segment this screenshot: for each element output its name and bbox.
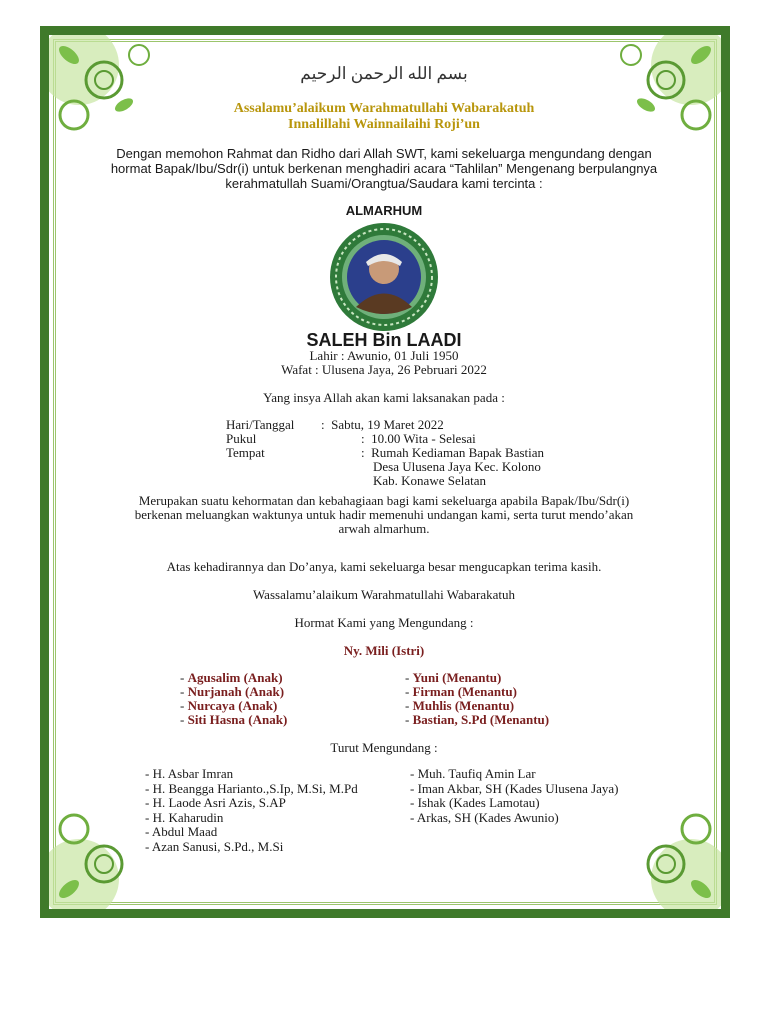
list-dash: - [410,780,418,796]
intro-paragraph [0,146,768,191]
turut-title: Turut Mengundang : [330,740,438,755]
turut-member-text: H. Asbar Imran [152,766,234,781]
family-member [405,671,549,685]
turut-member-text: Ishak (Kades Lamotau) [417,795,540,810]
intro-line: kerahmatullah Suami/Orangtua/Saudara kami tercinta : [225,176,543,191]
family-inlaws-list [405,671,549,727]
list-dash: - [180,698,188,713]
deceased-photo [318,222,450,332]
innalillahi-text: Innalillahi Wainnailaihi Roji’un [288,117,480,132]
turut-member-text: H. Kaharudin [152,809,224,825]
turut-member-text: H. Laode Asri Azis, S.AP [152,795,286,810]
family-member-text: Nurcaya (Anak) [187,698,278,713]
event-place-line: Desa Ulusena Jaya Kec. Kolono [373,459,541,474]
family-member [180,685,287,699]
list-dash: - [180,712,188,727]
hormat-text: Hormat Kami yang Mengundang : [294,615,474,630]
list-dash: - [145,766,153,781]
list-dash: - [145,809,153,825]
closing-line: berkenan meluangkan waktunya untuk hadir memenuhi undangan kami, serta turut mendo’akan [134,507,634,522]
list-dash: - [180,670,188,685]
closing-paragraph [0,494,768,536]
list-dash: - [180,684,188,699]
turut-member [145,811,358,826]
family-member-text: Muhlis (Menantu) [412,698,515,713]
event-details [226,418,544,488]
event-time-value: : 10.00 Wita - Selesai [361,431,476,446]
event-place-row [226,446,544,460]
death-info: Wafat : Ulusena Jaya, 26 Pebruari 2022 [281,362,487,377]
turut-member [145,767,358,782]
turut-member-text: Abdul Maad [151,824,218,839]
family-member [405,685,549,699]
turut-member [410,782,619,797]
family-children-list [180,671,287,727]
list-dash: - [405,684,413,699]
family-member-text: Nurjanah (Anak) [187,684,285,699]
event-time-row [226,432,544,446]
family-member-text: Bastian, S.Pd (Menantu) [412,712,550,727]
intro-line: Dengan memohon Rahmat dan Ridho dari Allah SWT, kami sekeluarga mengundang dengan [116,146,652,161]
almarhum-heading: ALMARHUM [345,203,423,218]
turut-member [145,782,358,797]
event-date-label: Hari/Tanggal [226,417,295,432]
turut-member [145,796,358,811]
event-intro: Yang insya Allah akan kami laksanakan pada : [263,390,505,405]
list-dash: - [410,766,418,781]
list-dash: - [145,780,153,796]
list-dash: - [145,838,152,854]
list-dash: - [145,824,152,839]
turut-member-text: Iman Akbar, SH (Kades Ulusena Jaya) [417,780,619,796]
turut-right-list [410,767,619,825]
turut-member [145,825,358,840]
event-place-line: Kab. Konawe Selatan [373,473,486,488]
salam-text: Wassalamu’alaikum Warahmatullahi Wabarakatuh [252,587,516,602]
family-head: Ny. Mili (Istri) [343,643,425,658]
birth-info: Lahir : Awunio, 01 Juli 1950 [309,348,459,363]
list-dash: - [410,795,418,810]
closing-line: Merupakan suatu kehormatan dan kebahagiaan bagi kami sekeluarga apabila Bapak/Ibu/Sdr(i) [138,493,630,508]
event-place-label: Tempat [226,445,265,460]
list-dash: - [410,809,417,825]
family-member [405,713,549,727]
family-member [405,699,549,713]
thanks-text: Atas kehadirannya dan Do’anya, kami sekeluarga besar mengucapkan terima kasih. [166,559,602,574]
turut-member-text: H. Beangga Harianto.,S.Ip, M.Si, M.Pd [152,780,358,796]
list-dash: - [405,712,413,727]
family-member-text: Agusalim (Anak) [187,670,283,685]
bismillah-calligraphy: بسم الله الرحمن الرحيم [300,64,468,83]
list-dash: - [145,795,153,810]
greeting-text: Assalamu’alaikum Warahmatullahi Wabarakatuh [233,101,535,116]
event-date-value: : Sabtu, 19 Maret 2022 [321,417,444,432]
turut-left-list [145,767,358,854]
event-date-row [226,418,544,432]
turut-member-text: Muh. Taufiq Amin Lar [417,766,536,781]
family-member [180,713,287,727]
deceased-name: SALEH Bin LAADI [306,330,462,350]
family-member [180,699,287,713]
list-dash: - [405,670,413,685]
event-time-label: Pukul [226,431,257,446]
turut-member-text: Azan Sanusi, S.Pd., M.Si [151,838,284,854]
turut-member [145,840,358,855]
family-member-text: Yuni (Menantu) [412,670,502,685]
turut-member [410,767,619,782]
turut-member-text: Arkas, SH (Kades Awunio) [416,809,559,825]
turut-member [410,796,619,811]
closing-line: arwah almarhum. [338,521,430,536]
family-member-text: Firman (Menantu) [412,684,517,699]
list-dash: - [405,698,413,713]
family-member-text: Siti Hasna (Anak) [187,712,288,727]
event-place-value: : Rumah Kediaman Bapak Bastian [361,445,545,460]
family-member [180,671,287,685]
turut-member [410,811,619,826]
intro-line: hormat Bapak/Ibu/Sdr(i) untuk berkenan menghadiri acara “Tahlilan” Mengenang berpulangnya [110,161,658,176]
